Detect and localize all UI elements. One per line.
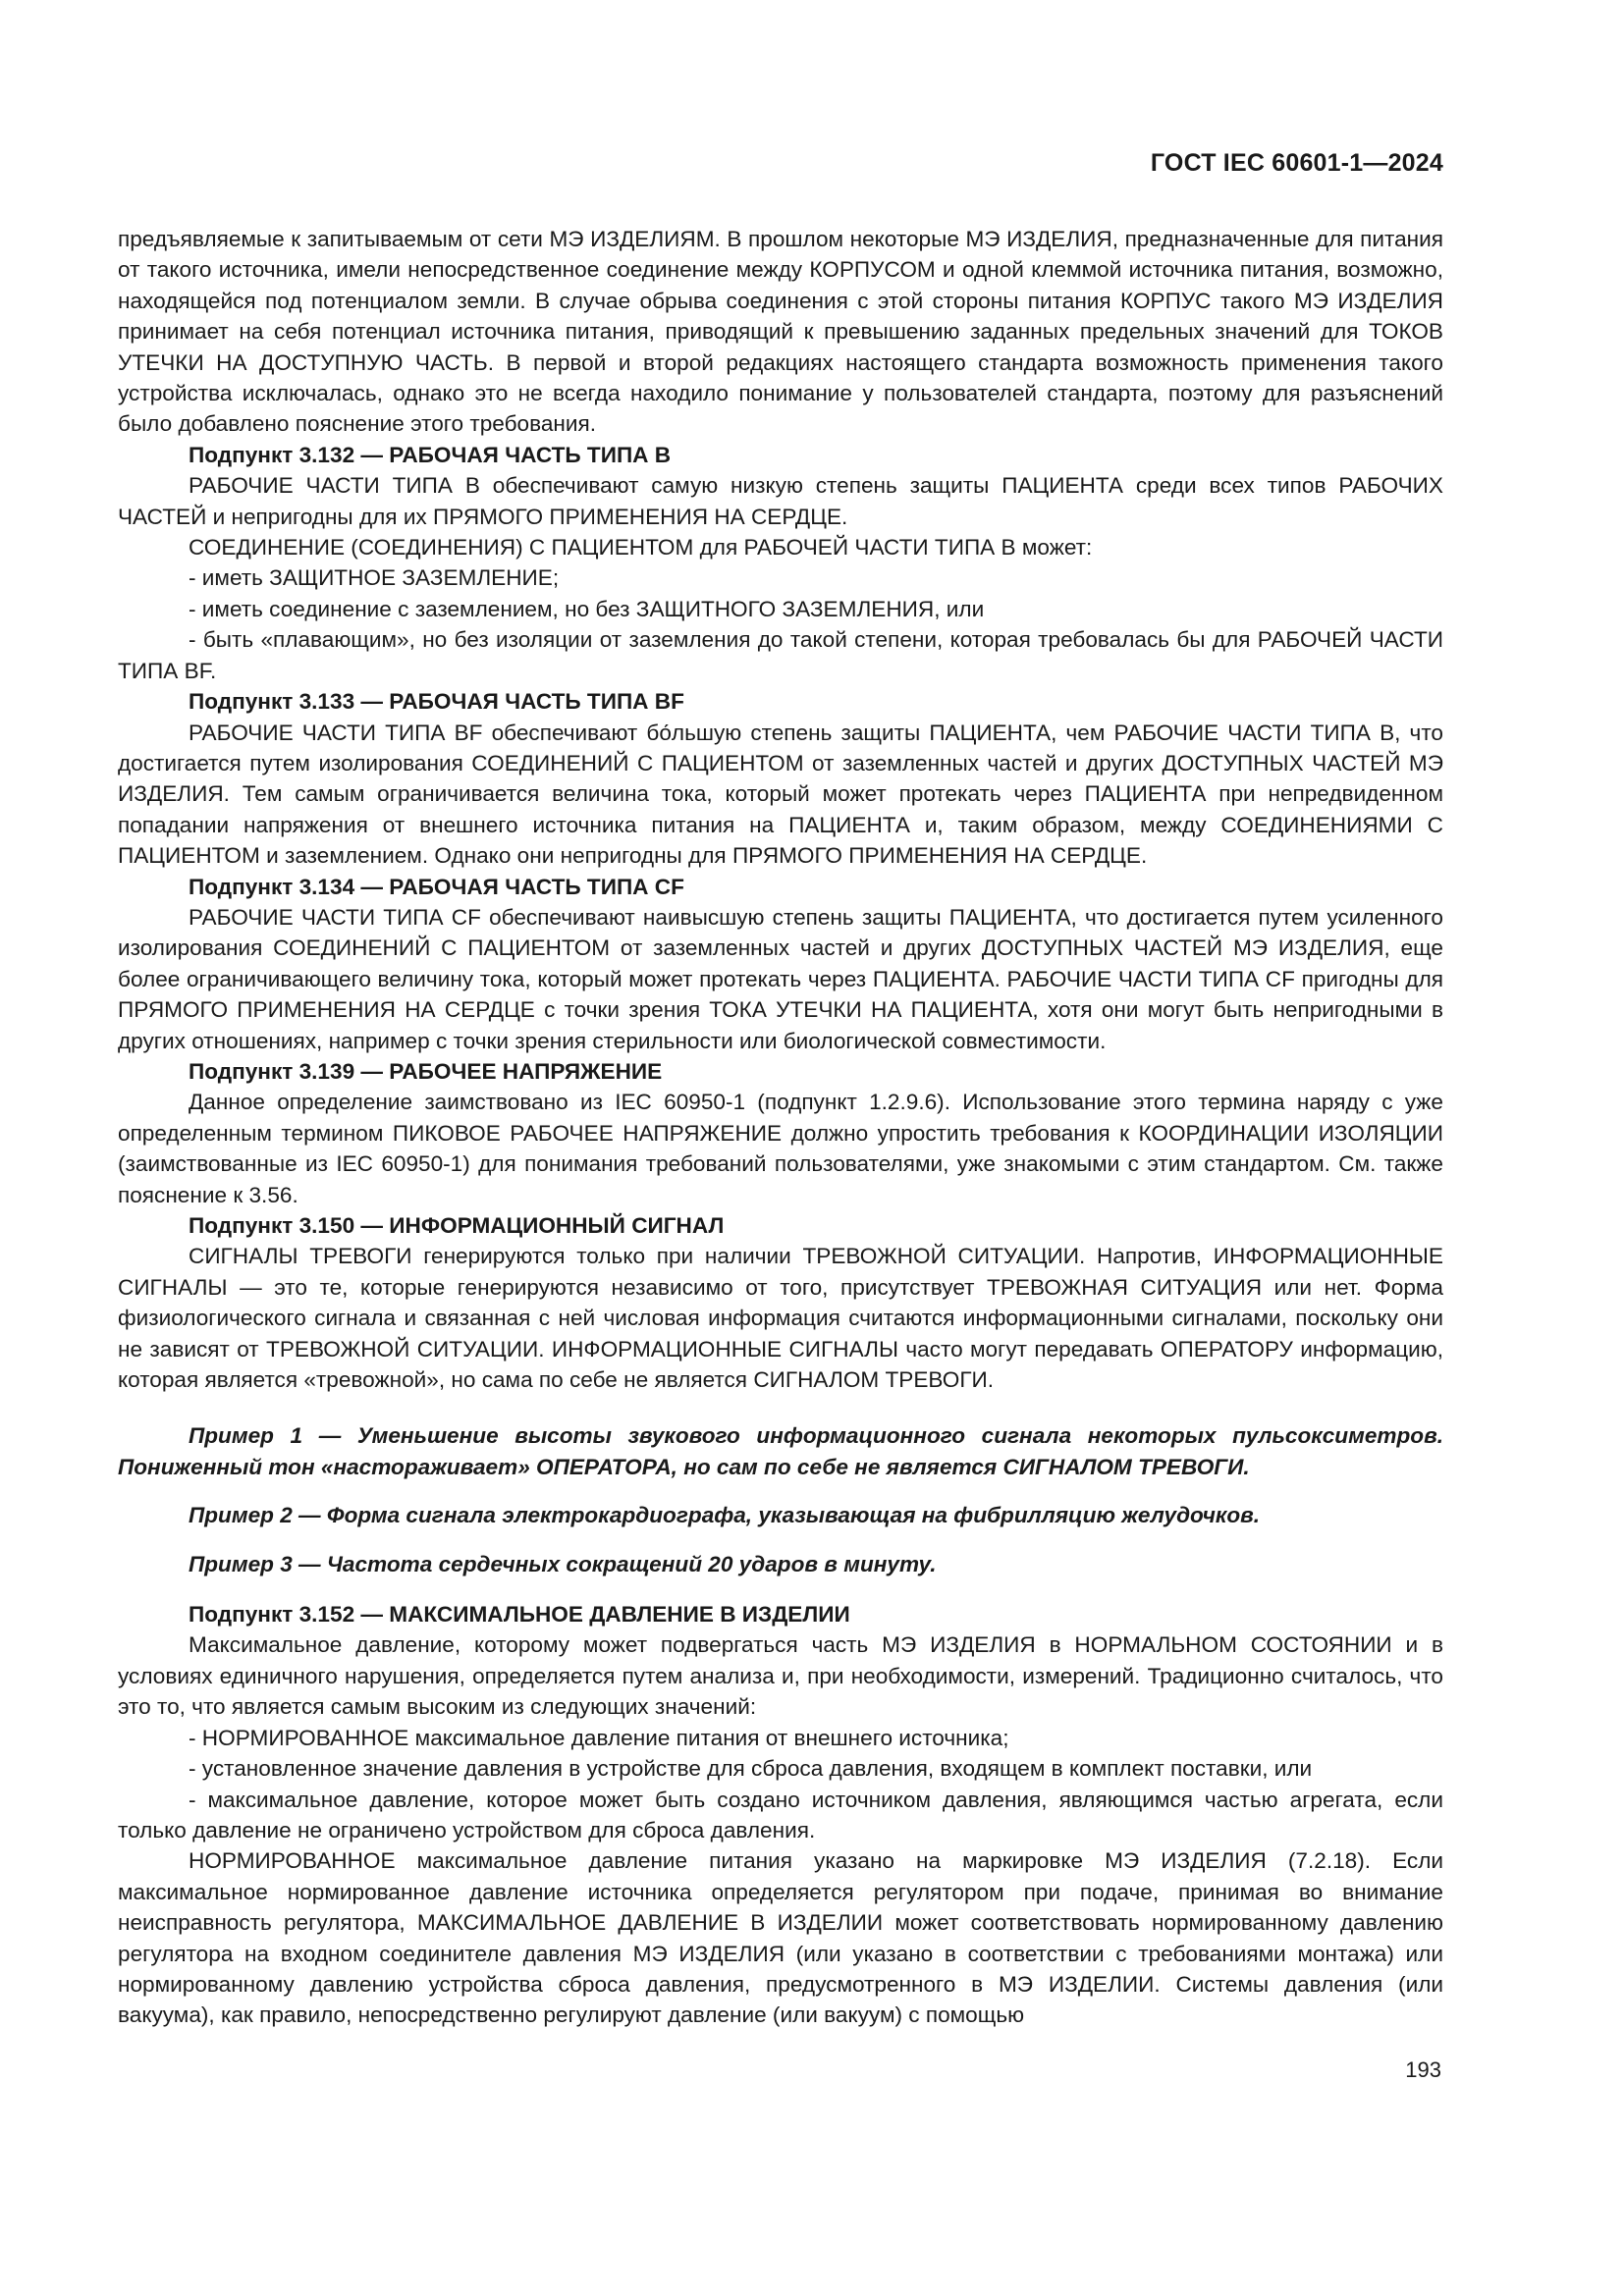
body-paragraph: Максимальное давление, которому может подвергаться часть МЭ ИЗДЕЛИЯ в НОРМАЛЬНОМ СОСТОЯНИИ и в условиях единичного нарушения, определяется путем анализа и, при необходимости, измерений. Традиционно считалось, что это то, что является самым высоким из следующих значений: [118,1632,1443,1720]
list-item: - НОРМИРОВАННОЕ максимальное давление питания от внешнего источника; [189,1725,1009,1750]
list-item: - иметь соединение с заземлением, но без ЗАЩИТНОГО ЗАЗЕМЛЕНИЯ, или [189,596,985,621]
document-body [118,224,1443,2031]
list-item: - иметь ЗАЩИТНОЕ ЗАЗЕМЛЕНИЕ; [189,565,560,591]
body-paragraph: СОЕДИНЕНИЕ (СОЕДИНЕНИЯ) С ПАЦИЕНТОМ для РАБОЧЕЙ ЧАСТИ ТИПА B может: [189,535,1093,561]
body-paragraph: Данное определение заимствовано из IEC 60950-1 (подпункт 1.2.9.6). Использование этого термина наряду с уже определенным термином ПИКОВОЕ РАБОЧЕЕ НАПРЯЖЕНИЕ должно упростить требования к КООРДИНАЦИИ ИЗОЛЯЦИИ (заимствованные из IEC 60950-1) для понимания требований пользователями, уже знакомыми с этим стандартом. См. также пояснение к 3.56. [118,1090,1443,1207]
body-paragraph: СИГНАЛЫ ТРЕВОГИ генерируются только при наличии ТРЕВОЖНОЙ СИТУАЦИИ. Напротив, ИНФОРМАЦИОННЫЕ СИГНАЛЫ — это те, которые генерируются независимо от того, присутствует ТРЕВОЖНАЯ СИТУАЦИЯ или нет. Форма физиологического сигнала и связанная с ней числовая информация считаются информационными сигналами, поскольку они не зависят от ТРЕВОЖНОЙ СИТУАЦИИ. ИНФОРМАЦИОННЫЕ СИГНАЛЫ часто могут передавать ОПЕРАТОРУ информацию, которая является «тревожной», но сама по себе не является СИГНАЛОМ ТРЕВОГИ. [118,1244,1443,1393]
list-item: - установленное значение давления в устройстве для сброса давления, входящем в комплект поставки, или [189,1756,1313,1782]
example-note: Пример 3 — Частота сердечных сокращений 20 ударов в минуту. [189,1551,937,1576]
body-paragraph: предъявляемые к запитываемым от сети МЭ ИЗДЕЛИЯМ. В прошлом некоторые МЭ ИЗДЕЛИЯ, предназначенные для питания от такого источника, имели непосредственное соединение между КОРПУСОМ и одной клеммой источника питания, возможно, находящейся под потенциалом земли. В случае обрыва соединения с этой стороны питания КОРПУС такого МЭ ИЗДЕЛИЯ принимает на себя потенциал источника питания, приводящий к превышению заданных предельных значений для ТОКОВ УТЕЧКИ НА ДОСТУПНУЮ ЧАСТЬ. В первой и второй редакциях настоящего стандарта возможность применения такого устройства исключалась, однако это не всегда находило понимание у пользователей стандарта, поэтому для разъяснений было добавлено пояснение этого требования. [118,227,1443,437]
body-paragraph: НОРМИРОВАННОЕ максимальное давление питания указано на маркировке МЭ ИЗДЕЛИЯ (7.2.18). Если максимальное нормированное давление источника определяется регулятором при подаче, принимая во внимание неисправность регулятора, МАКСИМАЛЬНОЕ ДАВЛЕНИЕ В ИЗДЕЛИИ может соответствовать нормированному давлению регулятора на входном соединителе давления МЭ ИЗДЕЛИЯ (или указано в соответствии с требованиями монтажа) или нормированному давлению устройства сброса давления, предусмотренного в МЭ ИЗДЕЛИИ. Системы давления (или вакуума), как правило, непосредственно регулируют давление (или вакуум) с помощью [118,1848,1443,2028]
list-item: - максимальное давление, которое может быть создано источником давления, являющимся частью агрегата, если только давление не ограничено устройством для сброса давления. [118,1787,1443,1842]
example-note: Пример 2 — Форма сигнала электрокардиографа, указывающая на фибрилляцию желудочков. [189,1503,1261,1528]
subclause-heading: Подпункт 3.139 — РАБОЧЕЕ НАПРЯЖЕНИЕ [189,1058,663,1084]
subclause-heading: Подпункт 3.150 — ИНФОРМАЦИОННЫЙ СИГНАЛ [189,1213,725,1238]
subclause-heading: Подпункт 3.134 — РАБОЧАЯ ЧАСТЬ ТИПА CF [189,874,684,899]
document-header: ГОСТ IEC 60601-1—2024 [1150,149,1443,177]
list-item: - быть «плавающим», но без изоляции от заземления до такой степени, которая требовалась бы для РАБОЧЕЙ ЧАСТИ ТИПА BF. [118,627,1443,683]
subclause-heading: Подпункт 3.152 — МАКСИМАЛЬНОЕ ДАВЛЕНИЕ В ИЗДЕЛИИ [189,1602,850,1628]
body-paragraph: РАБОЧИЕ ЧАСТИ ТИПА B обеспечивают самую низкую степень защиты ПАЦИЕНТА среди всех типов РАБОЧИХ ЧАСТЕЙ и непригодны для их ПРЯМОГО ПРИМЕНЕНИЯ НА СЕРДЦЕ. [118,473,1443,529]
body-paragraph: РАБОЧИЕ ЧАСТИ ТИПА CF обеспечивают наивысшую степень защиты ПАЦИЕНТА, что достигается путем усиленного изолирования СОЕДИНЕНИЙ С ПАЦИЕНТОМ от заземленных частей и других ДОСТУПНЫХ ЧАСТЕЙ МЭ ИЗДЕЛИЯ, еще более ограничивающего величину тока, который может протекать через ПАЦИЕНТА. РАБОЧИЕ ЧАСТИ ТИПА CF пригодны для ПРЯМОГО ПРИМЕНЕНИЯ НА СЕРДЦЕ с точки зрения ТОКА УТЕЧКИ НА ПАЦИЕНТА, хотя они могут быть непригодными в других отношениях, например с точки зрения стерильности или биологической совместимости. [118,904,1443,1053]
subclause-heading: Подпункт 3.133 — РАБОЧАЯ ЧАСТЬ ТИПА BF [189,689,684,715]
page-number: 193 [1405,2057,1441,2082]
body-paragraph: РАБОЧИЕ ЧАСТИ ТИПА BF обеспечивают бо́льшую степень защиты ПАЦИЕНТА, чем РАБОЧИЕ ЧАСТИ ТИПА B, что достигается путем изолирования СОЕДИНЕНИЙ С ПАЦИЕНТОМ от заземленных частей и других ДОСТУПНЫХ ЧАСТЕЙ МЭ ИЗДЕЛИЯ. Тем самым ограничивается величина тока, который может протекать через ПАЦИЕНТА при непредвиденном попадании напряжения от внешнего источника питания на ПАЦИЕНТА и, таким образом, между СОЕДИНЕНИЯМИ С ПАЦИЕНТОМ и заземлением. Однако они непригодны для ПРЯМОГО ПРИМЕНЕНИЯ НА СЕРДЦЕ. [118,720,1443,869]
example-note: Пример 1 — Уменьшение высоты звукового информационного сигнала некоторых пульсоксиметров. Пониженный тон «настораживает» ОПЕРАТОРА, но сам по себе не является СИГНАЛОМ ТРЕВОГИ. [118,1423,1443,1479]
subclause-heading: Подпункт 3.132 — РАБОЧАЯ ЧАСТЬ ТИПА B [189,442,672,467]
